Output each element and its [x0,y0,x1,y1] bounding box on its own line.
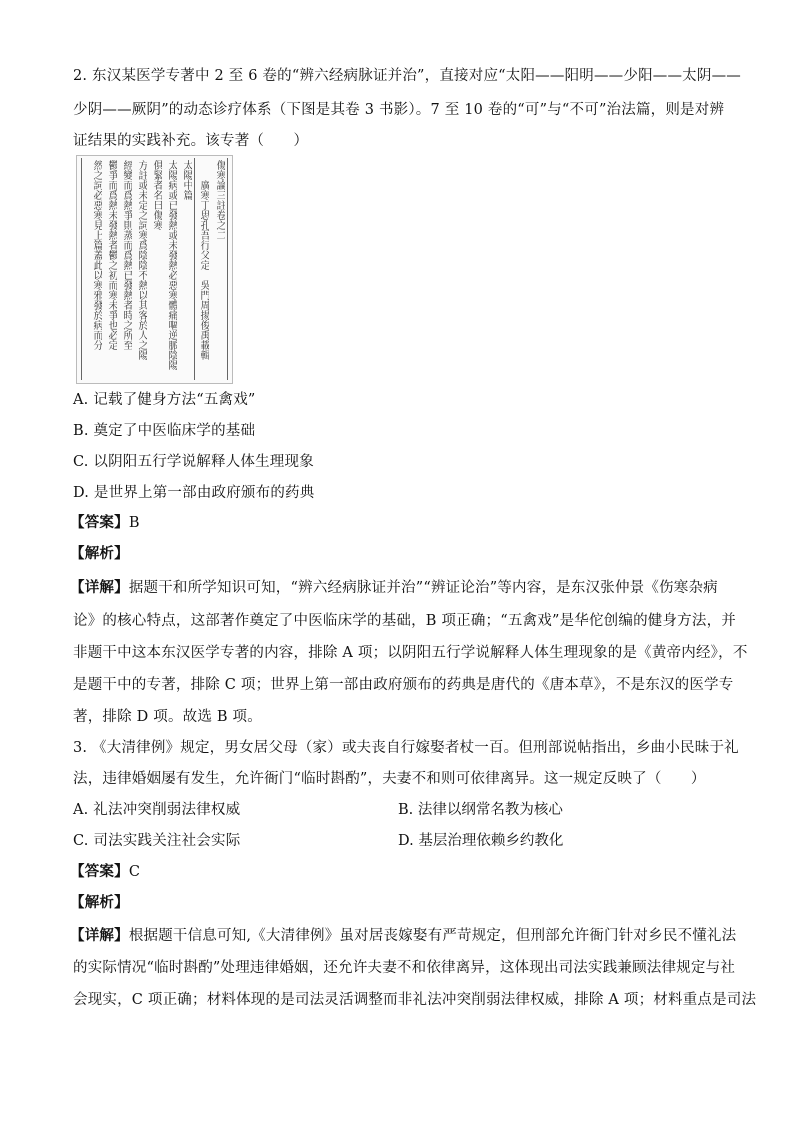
book-column-rule [194,158,195,380]
q2-detail-line-4: 是题干中的专著，排除 C 项；世界上第一部由政府颁布的药典是唐代的《唐本草》，不是东汉的医学专 [73,677,734,693]
q3-detail-line-2: 的实际情况“临时斟酌”处理违律婚姻，还允许夫妻不和依律离异，这体现出司法实践兼顾法律规定与社 [73,960,736,976]
q2-stem-line-3: 证结果的实践补充。该专著（ ） [73,133,309,149]
q2-detail-line-1 [70,578,718,598]
answer-value: C [128,864,141,880]
q3-option-a: A. 礼法冲突削弱法律权威 [73,802,241,818]
book-column: 經變而爲熱爭則蒸而爲熱已發熱者時之所至 [121,160,132,350]
book-column: 廣寒丁思孔吾行父定 吳門周揚俊禹載輯 [198,160,209,360]
q2-option-c: C. 以阴阳五行学说解释人体生理现象 [73,454,314,470]
ancient-book-page-image [76,155,233,384]
q3-option-c: C. 司法实践关注社会实际 [73,833,241,849]
answer-value: B [128,515,140,531]
q2-detail-line-3: 非题干中这本东汉医学专著的内容，排除 A 项；以阴阳五行学说解释人体生理现象的是《黄帝内经》，不 [73,645,748,661]
detail-tag: 【详解】 [70,927,129,944]
q2-answer [70,513,140,533]
answer-tag: 【答案】 [70,514,129,531]
book-column: 鬱爭而爲熱未發熱者鬱之初而寒未爭也必定 [106,160,117,350]
q3-option-d: D. 基层治理依赖乡约教化 [398,833,564,849]
detail-text: 据题干和所学知识可知，“辨六经病脉证并治”“辨证论治”等内容，是东汉张仲景《伤寒杂病 [128,580,718,596]
book-border-line [227,158,228,380]
q3-detail-line-3: 会现实，C 项正确；材料体现的是司法灵活调整而非礼法冲突削弱法律权威，排除 A 项；材料重点是司法 [73,992,757,1008]
q2-stem-line-2: 少阴——厥阴”的动态诊疗体系（下图是其卷 3 书影）。7 至 10 卷的“可”与“不可”治法篇，则是对辨 [73,102,725,118]
q2-option-b: B. 奠定了中医临床学的基础 [73,423,256,439]
q3-stem-line-2: 法，违律婚姻屡有发生，允许衙门“临时斟酌”，夫妻不和则可依律离异。这一规定反映了（ ） [73,771,706,787]
analysis-tag: 【解析】 [70,894,129,911]
book-column: 俱緊者名曰傷寒 [151,160,162,230]
q2-analysis-heading [70,544,129,564]
q2-detail-line-2: 论》的核心特点，这部著作奠定了中医临床学的基础，B 项正确；“五禽戏”是华佗创编的健身方法，并 [73,613,736,629]
analysis-tag: 【解析】 [70,545,129,562]
book-column: 方註或未定之詞寒爲陰陰不熱以其客於人之陽 [136,160,147,360]
q3-answer [70,862,140,882]
q2-option-d: D. 是世界上第一部由政府颁布的药典 [73,485,315,501]
answer-tag: 【答案】 [70,863,129,880]
q2-detail-line-5: 著，排除 D 项。故选 B 项。 [73,709,262,725]
book-column: 然之詞必惡寒見上篇蓋此以寒邪發於病而分 [91,160,102,350]
book-column: 傷寒論三註卷之二 [214,160,225,240]
q3-option-b: B. 法律以纲常名教为核心 [398,802,563,818]
detail-text: 根据题干信息可知,《大清律例》虽对居丧嫁娶有严苛规定，但刑部允许衙门针对乡民不懂礼法 [128,928,737,944]
q3-detail-line-1 [70,926,736,946]
q3-analysis-heading [70,893,129,913]
detail-tag: 【详解】 [70,579,129,596]
book-border-line [81,158,82,380]
q3-stem-line-1: 3. 《大清律例》规定，男女居父母（家）或夫丧自行嫁娶者杖一百。但刑部说帖指出，乡曲小民昧于礼 [73,740,739,756]
book-column: 太陽病或已發熱或未發熱必惡寒體痛嘔逆脈陰陽 [166,160,177,370]
q2-option-a: A. 记载了健身方法“五禽戏” [73,392,256,408]
q2-stem-line-1: 2. 东汉某医学专著中 2 至 6 卷的“辨六经病脉证并治”，直接对应“太阳——阳明——少阳——太阴—— [73,68,741,84]
book-column: 太陽中篇 [181,160,192,200]
